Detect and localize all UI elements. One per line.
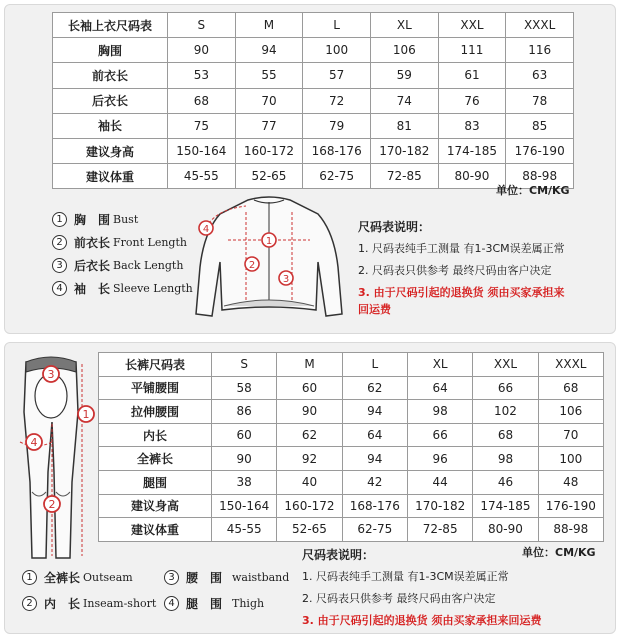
- legend-item-back-length: [52, 254, 193, 277]
- table-cell: 88-98: [506, 164, 574, 189]
- table-cell: 64: [407, 376, 472, 400]
- table-cell: 46: [473, 470, 538, 494]
- notes-title: 尺码表说明：: [358, 220, 431, 234]
- table-row: [99, 447, 604, 471]
- table-cell: 59: [370, 63, 438, 88]
- table-row: [99, 400, 604, 424]
- table-cell: 168-176: [303, 138, 371, 163]
- table-cell: 45-55: [168, 164, 236, 189]
- table-cell: 76: [438, 88, 506, 113]
- table-cell: 100: [303, 38, 371, 63]
- table-cell: 72: [303, 88, 371, 113]
- table-cell: 63: [506, 63, 574, 88]
- table-cell: 174-185: [438, 138, 506, 163]
- jersey-table-title: 长袖上衣尺码表: [53, 13, 168, 38]
- table-cell: 94: [342, 400, 407, 424]
- table-cell: 98: [407, 400, 472, 424]
- size-column-header: M: [235, 13, 303, 38]
- table-cell: 79: [303, 113, 371, 138]
- jersey-notes: [358, 218, 565, 323]
- notes-line-3: 3. 由于尺码引起的退换货 须由买家承担来: [358, 286, 565, 299]
- diagram-marker-3: [279, 271, 293, 285]
- pants-table-title: 长裤尺码表: [99, 353, 212, 377]
- diagram-marker-4: [199, 221, 213, 235]
- table-row: [99, 494, 604, 518]
- legend-cn: 袖 长: [74, 282, 111, 296]
- legend-item-sleeve-length: [52, 277, 193, 300]
- table-cell: 58: [212, 376, 277, 400]
- size-column-header: XXL: [438, 13, 506, 38]
- size-column-header: L: [303, 13, 371, 38]
- diagram-marker-2: [245, 257, 259, 271]
- pants-size-table: [98, 352, 604, 542]
- size-column-header: XL: [407, 353, 472, 377]
- legend-cn: 内 长: [44, 596, 81, 611]
- table-row: [99, 376, 604, 400]
- table-cell: 72-85: [370, 164, 438, 189]
- table-cell: 150-164: [168, 138, 236, 163]
- table-cell: 90: [168, 38, 236, 63]
- table-cell: 61: [438, 63, 506, 88]
- row-label: 建议体重: [53, 164, 168, 189]
- table-cell: 106: [538, 400, 603, 424]
- table-cell: 176-190: [538, 494, 603, 518]
- row-label: 袖长: [53, 113, 168, 138]
- table-cell: 70: [235, 88, 303, 113]
- table-cell: 42: [342, 470, 407, 494]
- legend-item-front-length: [52, 231, 193, 254]
- table-row: [99, 423, 604, 447]
- legend-number: 4: [164, 596, 179, 611]
- table-cell: 68: [538, 376, 603, 400]
- table-cell: 81: [370, 113, 438, 138]
- row-label: 建议身高: [53, 138, 168, 163]
- table-row: [99, 518, 604, 542]
- jersey-diagram: [188, 192, 350, 322]
- table-cell: 80-90: [473, 518, 538, 542]
- table-cell: 52-65: [235, 164, 303, 189]
- legend-number: 1: [52, 212, 67, 227]
- size-column-header: M: [277, 353, 342, 377]
- table-cell: 168-176: [342, 494, 407, 518]
- legend-en: Outseam: [83, 570, 133, 584]
- table-cell: 72-85: [407, 518, 472, 542]
- table-cell: 92: [277, 447, 342, 471]
- table-cell: 68: [473, 423, 538, 447]
- table-cell: 60: [277, 376, 342, 400]
- legend-cn: 腰 围: [186, 570, 223, 585]
- table-cell: 70: [538, 423, 603, 447]
- table-cell: 68: [168, 88, 236, 113]
- table-cell: 53: [168, 63, 236, 88]
- table-cell: 66: [473, 376, 538, 400]
- legend-en: Sleeve Length: [113, 282, 193, 295]
- notes-line-1: 1. 尺码表纯手工测量 有1-3CM误差属正常: [358, 242, 565, 255]
- row-label: 全裤长: [99, 447, 212, 471]
- notes-line-3-cont: 回运费: [358, 303, 391, 316]
- svg-text:3: 3: [47, 368, 55, 381]
- table-cell: 102: [473, 400, 538, 424]
- table-cell: 38: [212, 470, 277, 494]
- notes-line-3: 3. 由于尺码引起的退换货 须由买家承担来回运费: [302, 614, 542, 627]
- diagram-marker-1: [78, 406, 94, 422]
- legend-item-inseam: [22, 590, 156, 616]
- table-cell: 160-172: [235, 138, 303, 163]
- table-cell: 52-65: [277, 518, 342, 542]
- svg-text:1: 1: [82, 408, 90, 421]
- table-row: [53, 38, 574, 63]
- legend-cn: 后衣长: [74, 259, 111, 273]
- legend-en: Thigh: [232, 596, 265, 610]
- size-column-header: L: [342, 353, 407, 377]
- legend-en: waistband: [232, 570, 290, 584]
- table-cell: 40: [277, 470, 342, 494]
- table-cell: 88-98: [538, 518, 603, 542]
- notes-line-2: 2. 尺码表只供参考 最终尺码由客户决定: [302, 592, 496, 605]
- legend-number: 3: [164, 570, 179, 585]
- jersey-header-row: [53, 13, 574, 38]
- table-cell: 150-164: [212, 494, 277, 518]
- table-cell: 48: [538, 470, 603, 494]
- table-cell: 55: [235, 63, 303, 88]
- table-row: [53, 138, 574, 163]
- table-cell: 85: [506, 113, 574, 138]
- legend-number: 4: [52, 281, 67, 296]
- table-cell: 106: [370, 38, 438, 63]
- table-cell: 160-172: [277, 494, 342, 518]
- table-cell: 74: [370, 88, 438, 113]
- legend-number: 3: [52, 258, 67, 273]
- notes-line-1: 1. 尺码表纯手工测量 有1-3CM误差属正常: [302, 570, 509, 583]
- notes-title: 尺码表说明：: [302, 548, 375, 562]
- table-cell: 57: [303, 63, 371, 88]
- row-label: 建议身高: [99, 494, 212, 518]
- table-cell: 94: [235, 38, 303, 63]
- table-cell: 96: [407, 447, 472, 471]
- row-label: 腿围: [99, 470, 212, 494]
- table-cell: 80-90: [438, 164, 506, 189]
- table-cell: 174-185: [473, 494, 538, 518]
- table-cell: 83: [438, 113, 506, 138]
- row-label: 内长: [99, 423, 212, 447]
- table-cell: 77: [235, 113, 303, 138]
- table-cell: 176-190: [506, 138, 574, 163]
- size-column-header: XXXL: [538, 353, 603, 377]
- legend-item-outseam: [22, 564, 156, 590]
- row-label: 建议体重: [99, 518, 212, 542]
- svg-text:2: 2: [48, 498, 56, 511]
- legend-en: Bust: [113, 213, 139, 226]
- table-cell: 75: [168, 113, 236, 138]
- svg-text:3: 3: [282, 274, 290, 285]
- svg-text:1: 1: [265, 236, 273, 247]
- diagram-marker-3: [43, 366, 59, 382]
- table-cell: 170-182: [370, 138, 438, 163]
- table-cell: 62: [342, 376, 407, 400]
- legend-item-waistband: [164, 564, 289, 590]
- legend-number: 1: [22, 570, 37, 585]
- diagram-marker-2: [44, 496, 60, 512]
- legend-en: Inseam-short: [83, 596, 157, 610]
- table-cell: 170-182: [407, 494, 472, 518]
- diagram-marker-1: [262, 233, 276, 247]
- legend-number: 2: [22, 596, 37, 611]
- notes-line-2: 2. 尺码表只供参考 最终尺码由客户决定: [358, 264, 552, 277]
- pants-unit-label: 单位：CM/KG: [522, 546, 596, 559]
- table-cell: 90: [212, 447, 277, 471]
- row-label: 前衣长: [53, 63, 168, 88]
- pants-legend-right: [164, 564, 289, 616]
- legend-en: Front Length: [113, 236, 187, 249]
- legend-cn: 胸 围: [74, 213, 111, 227]
- table-row: [53, 63, 574, 88]
- row-label: 平铺腰围: [99, 376, 212, 400]
- svg-text:2: 2: [248, 260, 256, 271]
- pants-notes: [302, 546, 542, 634]
- legend-item-thigh: [164, 590, 289, 616]
- legend-cn: 腿 围: [186, 596, 223, 611]
- diagram-marker-4: [26, 434, 42, 450]
- table-cell: 45-55: [212, 518, 277, 542]
- legend-item-bust: [52, 208, 193, 231]
- table-cell: 78: [506, 88, 574, 113]
- table-row: [53, 113, 574, 138]
- table-cell: 60: [212, 423, 277, 447]
- jersey-unit-label: 单位：CM/KG: [496, 184, 570, 197]
- table-cell: 62-75: [342, 518, 407, 542]
- size-column-header: S: [168, 13, 236, 38]
- table-row: [99, 470, 604, 494]
- legend-en: Back Length: [113, 259, 184, 272]
- legend-cn: 全裤长: [44, 570, 81, 585]
- size-column-header: XXXL: [506, 13, 574, 38]
- jersey-legend: [52, 208, 193, 300]
- table-cell: 98: [473, 447, 538, 471]
- table-cell: 94: [342, 447, 407, 471]
- table-cell: 111: [438, 38, 506, 63]
- row-label: 拉伸腰围: [99, 400, 212, 424]
- size-column-header: XXL: [473, 353, 538, 377]
- table-cell: 90: [277, 400, 342, 424]
- legend-number: 2: [52, 235, 67, 250]
- pants-diagram: [12, 352, 98, 562]
- table-row: [53, 88, 574, 113]
- size-column-header: XL: [370, 13, 438, 38]
- row-label: 胸围: [53, 38, 168, 63]
- table-cell: 86: [212, 400, 277, 424]
- jersey-size-table: [52, 12, 574, 189]
- pants-header-row: [99, 353, 604, 377]
- table-cell: 66: [407, 423, 472, 447]
- table-cell: 116: [506, 38, 574, 63]
- pants-legend-left: [22, 564, 156, 616]
- table-cell: 62: [277, 423, 342, 447]
- svg-text:4: 4: [30, 436, 38, 449]
- table-cell: 44: [407, 470, 472, 494]
- svg-text:4: 4: [202, 224, 210, 235]
- row-label: 后衣长: [53, 88, 168, 113]
- legend-cn: 前衣长: [74, 236, 111, 250]
- table-cell: 100: [538, 447, 603, 471]
- table-cell: 62-75: [303, 164, 371, 189]
- size-column-header: S: [212, 353, 277, 377]
- table-cell: 64: [342, 423, 407, 447]
